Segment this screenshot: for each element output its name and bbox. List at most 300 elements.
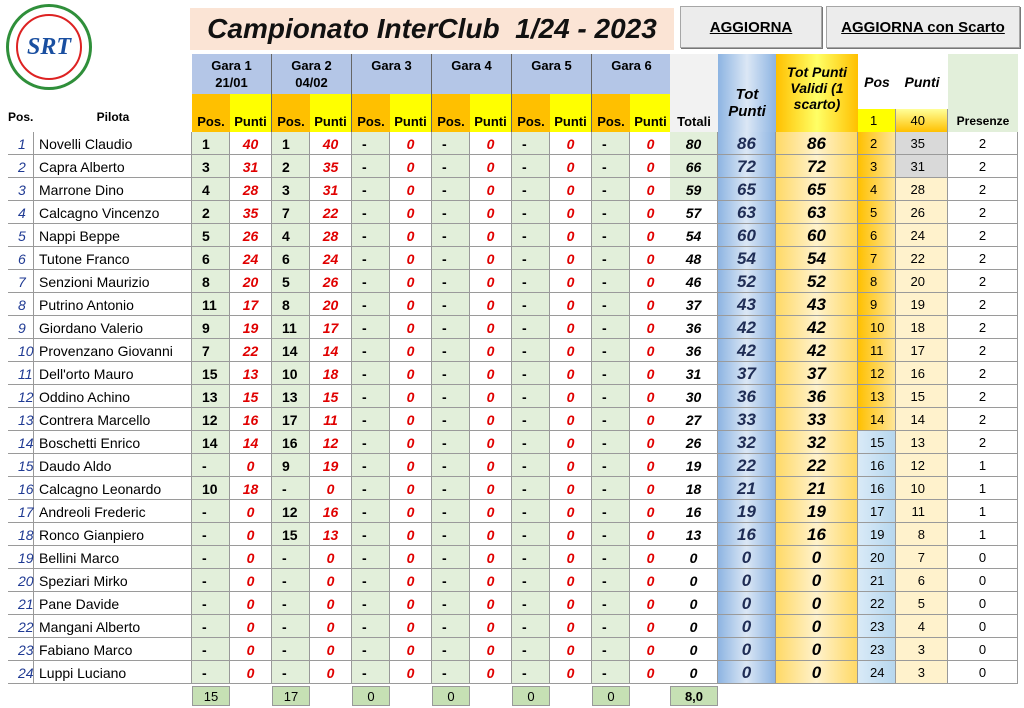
race-position: - bbox=[352, 431, 390, 454]
race-points: 17 bbox=[230, 293, 272, 316]
race-points: 0 bbox=[230, 592, 272, 615]
rank-points: 28 bbox=[896, 178, 948, 201]
race-points: 0 bbox=[550, 546, 592, 569]
race-position: 10 bbox=[272, 362, 310, 385]
gara-5-pos-header: Pos. bbox=[512, 94, 550, 132]
presenze-count: 2 bbox=[948, 201, 1018, 224]
race-points: 0 bbox=[390, 546, 432, 569]
race-points: 0 bbox=[470, 247, 512, 270]
gara-count: 0 bbox=[592, 686, 630, 706]
header-rank-pos: Pos bbox=[864, 74, 890, 90]
pilot-name: Provenzano Giovanni bbox=[34, 339, 192, 362]
row-totali: 0 bbox=[670, 615, 718, 638]
row-tot-punti: 43 bbox=[718, 293, 776, 316]
pilot-name: Bellini Marco bbox=[34, 546, 192, 569]
srt-logo bbox=[6, 4, 92, 90]
row-tot-validi: 0 bbox=[776, 569, 858, 592]
rank-points: 19 bbox=[896, 293, 948, 316]
gara-6-header bbox=[592, 54, 672, 94]
race-position: 14 bbox=[192, 431, 230, 454]
presenze-count: 2 bbox=[948, 155, 1018, 178]
race-points: 0 bbox=[390, 592, 432, 615]
row-tot-punti: 42 bbox=[718, 316, 776, 339]
race-points: 0 bbox=[230, 500, 272, 523]
header-presenze: Presenze bbox=[948, 54, 1018, 132]
header-tot-validi: Tot Punti Validi (1 scarto) bbox=[776, 54, 858, 132]
race-points: 0 bbox=[630, 523, 672, 546]
race-points: 0 bbox=[630, 638, 672, 661]
race-position: - bbox=[512, 224, 550, 247]
pilot-name: Pane Davide bbox=[34, 592, 192, 615]
race-position: 13 bbox=[192, 385, 230, 408]
rank-pos: 3 bbox=[858, 155, 896, 178]
row-index: 23 bbox=[8, 638, 34, 661]
race-points: 31 bbox=[310, 178, 352, 201]
race-position: - bbox=[592, 477, 630, 500]
race-points: 0 bbox=[470, 408, 512, 431]
race-position: 4 bbox=[272, 224, 310, 247]
title-banner bbox=[190, 8, 674, 50]
race-position: - bbox=[352, 385, 390, 408]
rank-pos: 8 bbox=[858, 270, 896, 293]
rank-points: 35 bbox=[896, 132, 948, 155]
presenze-count: 2 bbox=[948, 385, 1018, 408]
gara-4-pos-header: Pos. bbox=[432, 94, 470, 132]
race-position: - bbox=[432, 293, 470, 316]
race-position: - bbox=[432, 431, 470, 454]
race-points: 0 bbox=[390, 224, 432, 247]
presenze-count: 0 bbox=[948, 546, 1018, 569]
race-position: 9 bbox=[192, 316, 230, 339]
row-totali: 36 bbox=[670, 339, 718, 362]
race-points: 0 bbox=[470, 638, 512, 661]
race-points: 0 bbox=[470, 569, 512, 592]
row-index: 1 bbox=[8, 132, 34, 155]
race-position: 2 bbox=[272, 155, 310, 178]
race-points: 14 bbox=[310, 339, 352, 362]
race-position: - bbox=[592, 132, 630, 155]
race-points: 20 bbox=[310, 293, 352, 316]
row-index: 18 bbox=[8, 523, 34, 546]
race-points: 16 bbox=[310, 500, 352, 523]
race-position: - bbox=[512, 132, 550, 155]
row-totali: 0 bbox=[670, 661, 718, 684]
rank-pos: 21 bbox=[858, 569, 896, 592]
race-position: - bbox=[272, 615, 310, 638]
race-position: - bbox=[192, 454, 230, 477]
row-totali: 16 bbox=[670, 500, 718, 523]
race-points: 0 bbox=[630, 270, 672, 293]
race-points: 14 bbox=[230, 431, 272, 454]
row-tot-validi: 54 bbox=[776, 247, 858, 270]
row-totali: 46 bbox=[670, 270, 718, 293]
rank-points: 16 bbox=[896, 362, 948, 385]
row-tot-punti: 21 bbox=[718, 477, 776, 500]
race-points: 13 bbox=[310, 523, 352, 546]
row-tot-punti: 0 bbox=[718, 661, 776, 684]
race-position: - bbox=[432, 339, 470, 362]
race-position: - bbox=[432, 155, 470, 178]
row-tot-punti: 0 bbox=[718, 592, 776, 615]
gara-count: 0 bbox=[352, 686, 390, 706]
race-position: - bbox=[592, 638, 630, 661]
presenze-count: 0 bbox=[948, 592, 1018, 615]
gara-name: Gara 5 bbox=[531, 58, 572, 73]
race-position: - bbox=[432, 408, 470, 431]
race-points: 0 bbox=[630, 293, 672, 316]
row-tot-validi: 0 bbox=[776, 592, 858, 615]
race-points: 16 bbox=[230, 408, 272, 431]
race-points: 0 bbox=[390, 523, 432, 546]
row-index: 5 bbox=[8, 224, 34, 247]
race-position: - bbox=[592, 362, 630, 385]
race-points: 0 bbox=[470, 661, 512, 684]
footer-totali: 8,0 bbox=[670, 686, 718, 706]
race-points: 15 bbox=[310, 385, 352, 408]
gara-name: Gara 1 bbox=[211, 58, 252, 73]
race-position: - bbox=[592, 592, 630, 615]
race-position: - bbox=[352, 247, 390, 270]
race-position: - bbox=[512, 500, 550, 523]
rank-pos: 15 bbox=[858, 431, 896, 454]
race-points: 0 bbox=[630, 339, 672, 362]
race-points: 0 bbox=[470, 201, 512, 224]
race-points: 0 bbox=[390, 615, 432, 638]
race-points: 0 bbox=[470, 523, 512, 546]
rank-pos: 19 bbox=[858, 523, 896, 546]
race-position: - bbox=[592, 385, 630, 408]
race-points: 0 bbox=[470, 178, 512, 201]
row-tot-punti: 16 bbox=[718, 523, 776, 546]
gara-5-punti-header: Punti bbox=[550, 94, 592, 132]
rank-pos: 22 bbox=[858, 592, 896, 615]
gara-2-punti-header: Punti bbox=[310, 94, 352, 132]
row-tot-punti: 37 bbox=[718, 362, 776, 385]
race-points: 0 bbox=[470, 132, 512, 155]
row-tot-punti: 33 bbox=[718, 408, 776, 431]
row-index: 15 bbox=[8, 454, 34, 477]
race-position: - bbox=[432, 500, 470, 523]
header-rank-punti: Punti bbox=[904, 74, 940, 90]
race-points: 0 bbox=[390, 247, 432, 270]
race-points: 0 bbox=[630, 316, 672, 339]
race-points: 0 bbox=[630, 178, 672, 201]
gara-3-punti-header: Punti bbox=[390, 94, 432, 132]
race-points: 0 bbox=[470, 546, 512, 569]
race-points: 0 bbox=[390, 661, 432, 684]
row-totali: 0 bbox=[670, 546, 718, 569]
row-tot-punti: 86 bbox=[718, 132, 776, 155]
race-points: 0 bbox=[550, 132, 592, 155]
row-tot-validi: 0 bbox=[776, 546, 858, 569]
aggiorna-scarto-button[interactable]: AGGIORNA con Scarto bbox=[826, 6, 1020, 48]
race-position: 5 bbox=[192, 224, 230, 247]
race-position: 9 bbox=[272, 454, 310, 477]
race-points: 0 bbox=[630, 477, 672, 500]
rank-pos: 23 bbox=[858, 638, 896, 661]
race-points: 0 bbox=[230, 661, 272, 684]
race-points: 22 bbox=[310, 201, 352, 224]
row-index: 6 bbox=[8, 247, 34, 270]
row-index: 17 bbox=[8, 500, 34, 523]
row-tot-validi: 0 bbox=[776, 661, 858, 684]
row-totali: 36 bbox=[670, 316, 718, 339]
race-points: 20 bbox=[230, 270, 272, 293]
row-tot-validi: 52 bbox=[776, 270, 858, 293]
pilot-name: Ronco Gianpiero bbox=[34, 523, 192, 546]
race-points: 0 bbox=[230, 454, 272, 477]
race-points: 18 bbox=[310, 362, 352, 385]
rank-pos: 2 bbox=[858, 132, 896, 155]
race-position: 1 bbox=[272, 132, 310, 155]
race-points: 0 bbox=[550, 247, 592, 270]
race-position: - bbox=[352, 132, 390, 155]
race-points: 0 bbox=[390, 500, 432, 523]
gara-name: Gara 4 bbox=[451, 58, 492, 73]
gara-6-pos-header: Pos. bbox=[592, 94, 630, 132]
presenze-count: 0 bbox=[948, 661, 1018, 684]
row-tot-validi: 33 bbox=[776, 408, 858, 431]
gara-count: 0 bbox=[432, 686, 470, 706]
row-index: 8 bbox=[8, 293, 34, 316]
race-position: - bbox=[512, 408, 550, 431]
race-position: - bbox=[272, 638, 310, 661]
row-index: 4 bbox=[8, 201, 34, 224]
rank-pos: 16 bbox=[858, 454, 896, 477]
rank-points: 20 bbox=[896, 270, 948, 293]
race-position: 6 bbox=[272, 247, 310, 270]
race-points: 0 bbox=[390, 408, 432, 431]
race-points: 0 bbox=[470, 270, 512, 293]
race-points: 0 bbox=[550, 293, 592, 316]
row-index: 11 bbox=[8, 362, 34, 385]
row-totali: 13 bbox=[670, 523, 718, 546]
row-index: 20 bbox=[8, 569, 34, 592]
header-totali: Totali bbox=[670, 54, 718, 132]
race-position: - bbox=[352, 477, 390, 500]
row-totali: 0 bbox=[670, 569, 718, 592]
checkered-flag-logo-icon bbox=[16, 14, 82, 80]
row-tot-punti: 32 bbox=[718, 431, 776, 454]
race-points: 17 bbox=[310, 316, 352, 339]
race-position: - bbox=[512, 523, 550, 546]
race-points: 15 bbox=[230, 385, 272, 408]
row-tot-validi: 19 bbox=[776, 500, 858, 523]
race-points: 22 bbox=[230, 339, 272, 362]
race-position: - bbox=[512, 638, 550, 661]
pilot-name: Oddino Achino bbox=[34, 385, 192, 408]
pilot-name: Calcagno Leonardo bbox=[34, 477, 192, 500]
presenze-count: 2 bbox=[948, 431, 1018, 454]
race-points: 0 bbox=[550, 385, 592, 408]
race-points: 12 bbox=[310, 431, 352, 454]
gara-6-punti-header: Punti bbox=[630, 94, 672, 132]
race-position: - bbox=[592, 546, 630, 569]
race-points: 0 bbox=[550, 339, 592, 362]
race-points: 0 bbox=[630, 454, 672, 477]
rank-pos: 24 bbox=[858, 661, 896, 684]
row-tot-punti: 42 bbox=[718, 339, 776, 362]
race-points: 0 bbox=[390, 638, 432, 661]
race-points: 0 bbox=[230, 523, 272, 546]
row-index: 21 bbox=[8, 592, 34, 615]
race-position: - bbox=[592, 408, 630, 431]
race-position: - bbox=[512, 385, 550, 408]
presenze-count: 0 bbox=[948, 638, 1018, 661]
race-position: - bbox=[432, 224, 470, 247]
race-points: 0 bbox=[550, 431, 592, 454]
race-points: 0 bbox=[630, 385, 672, 408]
rank-points: 12 bbox=[896, 454, 948, 477]
race-position: - bbox=[432, 201, 470, 224]
race-points: 0 bbox=[390, 270, 432, 293]
row-tot-validi: 72 bbox=[776, 155, 858, 178]
race-points: 0 bbox=[630, 431, 672, 454]
rank-points: 4 bbox=[896, 615, 948, 638]
race-position: 14 bbox=[272, 339, 310, 362]
race-position: - bbox=[192, 592, 230, 615]
presenze-count: 2 bbox=[948, 270, 1018, 293]
race-position: - bbox=[352, 201, 390, 224]
race-points: 0 bbox=[550, 661, 592, 684]
presenze-count: 2 bbox=[948, 293, 1018, 316]
row-index: 22 bbox=[8, 615, 34, 638]
row-totali: 26 bbox=[670, 431, 718, 454]
pilot-name: Daudo Aldo bbox=[34, 454, 192, 477]
race-position: 8 bbox=[272, 293, 310, 316]
race-position: - bbox=[192, 523, 230, 546]
race-points: 0 bbox=[390, 132, 432, 155]
pilot-name: Marrone Dino bbox=[34, 178, 192, 201]
row-totali: 19 bbox=[670, 454, 718, 477]
row-tot-punti: 0 bbox=[718, 615, 776, 638]
row-tot-validi: 0 bbox=[776, 638, 858, 661]
rank-pos: 16 bbox=[858, 477, 896, 500]
race-position: 4 bbox=[192, 178, 230, 201]
race-points: 0 bbox=[550, 408, 592, 431]
row-tot-punti: 72 bbox=[718, 155, 776, 178]
race-points: 40 bbox=[230, 132, 272, 155]
race-position: - bbox=[272, 592, 310, 615]
row-tot-punti: 60 bbox=[718, 224, 776, 247]
presenze-count: 0 bbox=[948, 569, 1018, 592]
race-position: - bbox=[272, 661, 310, 684]
race-position: - bbox=[192, 546, 230, 569]
race-position: - bbox=[592, 431, 630, 454]
row-tot-validi: 65 bbox=[776, 178, 858, 201]
race-position: 7 bbox=[192, 339, 230, 362]
gara-1-pos-header: Pos. bbox=[192, 94, 230, 132]
race-position: 3 bbox=[272, 178, 310, 201]
race-position: - bbox=[512, 270, 550, 293]
rank-pos: 10 bbox=[858, 316, 896, 339]
gara-count: 0 bbox=[512, 686, 550, 706]
race-points: 0 bbox=[470, 385, 512, 408]
rank-pos: 11 bbox=[858, 339, 896, 362]
race-position: - bbox=[592, 224, 630, 247]
pilot-name: Tutone Franco bbox=[34, 247, 192, 270]
race-points: 0 bbox=[550, 155, 592, 178]
header-pilota: Pilota bbox=[96, 110, 130, 124]
race-points: 0 bbox=[630, 247, 672, 270]
race-points: 31 bbox=[230, 155, 272, 178]
rank-points: 31 bbox=[896, 155, 948, 178]
race-points: 0 bbox=[390, 316, 432, 339]
row-tot-punti: 0 bbox=[718, 638, 776, 661]
pilot-name: Luppi Luciano bbox=[34, 661, 192, 684]
race-position: - bbox=[432, 362, 470, 385]
presenze-count: 1 bbox=[948, 454, 1018, 477]
race-position: - bbox=[192, 500, 230, 523]
race-points: 0 bbox=[310, 569, 352, 592]
race-points: 26 bbox=[230, 224, 272, 247]
rank-pos: 14 bbox=[858, 408, 896, 431]
race-points: 0 bbox=[550, 316, 592, 339]
row-tot-validi: 21 bbox=[776, 477, 858, 500]
row-tot-punti: 36 bbox=[718, 385, 776, 408]
race-position: - bbox=[592, 500, 630, 523]
row-totali: 54 bbox=[670, 224, 718, 247]
rank-header-pos: 1 bbox=[858, 109, 896, 132]
presenze-count: 0 bbox=[948, 615, 1018, 638]
race-position: - bbox=[352, 270, 390, 293]
race-position: - bbox=[512, 431, 550, 454]
race-position: - bbox=[352, 316, 390, 339]
row-totali: 80 bbox=[670, 132, 718, 155]
race-position: - bbox=[352, 339, 390, 362]
row-tot-punti: 54 bbox=[718, 247, 776, 270]
presenze-count: 1 bbox=[948, 477, 1018, 500]
race-position: 15 bbox=[272, 523, 310, 546]
aggiorna-button[interactable]: AGGIORNA bbox=[680, 6, 822, 48]
race-points: 0 bbox=[630, 592, 672, 615]
rank-points: 8 bbox=[896, 523, 948, 546]
race-position: - bbox=[432, 569, 470, 592]
race-position: 5 bbox=[272, 270, 310, 293]
race-position: - bbox=[352, 454, 390, 477]
presenze-count: 2 bbox=[948, 132, 1018, 155]
race-points: 0 bbox=[630, 362, 672, 385]
race-position: - bbox=[592, 201, 630, 224]
race-points: 0 bbox=[390, 155, 432, 178]
row-tot-validi: 63 bbox=[776, 201, 858, 224]
race-position: 12 bbox=[192, 408, 230, 431]
race-position: 7 bbox=[272, 201, 310, 224]
presenze-count: 2 bbox=[948, 408, 1018, 431]
race-position: - bbox=[352, 592, 390, 615]
race-points: 0 bbox=[390, 569, 432, 592]
race-points: 0 bbox=[550, 477, 592, 500]
race-position: - bbox=[512, 178, 550, 201]
race-position: - bbox=[592, 454, 630, 477]
race-position: - bbox=[272, 546, 310, 569]
race-points: 24 bbox=[230, 247, 272, 270]
race-position: - bbox=[592, 569, 630, 592]
race-position: - bbox=[352, 661, 390, 684]
row-totali: 59 bbox=[670, 178, 718, 201]
race-points: 0 bbox=[630, 569, 672, 592]
race-points: 0 bbox=[630, 661, 672, 684]
row-totali: 48 bbox=[670, 247, 718, 270]
race-position: - bbox=[592, 339, 630, 362]
race-points: 0 bbox=[310, 615, 352, 638]
race-points: 0 bbox=[310, 592, 352, 615]
race-position: 11 bbox=[192, 293, 230, 316]
gara-4-punti-header: Punti bbox=[470, 94, 512, 132]
row-tot-validi: 86 bbox=[776, 132, 858, 155]
race-points: 0 bbox=[630, 201, 672, 224]
race-position: 16 bbox=[272, 431, 310, 454]
